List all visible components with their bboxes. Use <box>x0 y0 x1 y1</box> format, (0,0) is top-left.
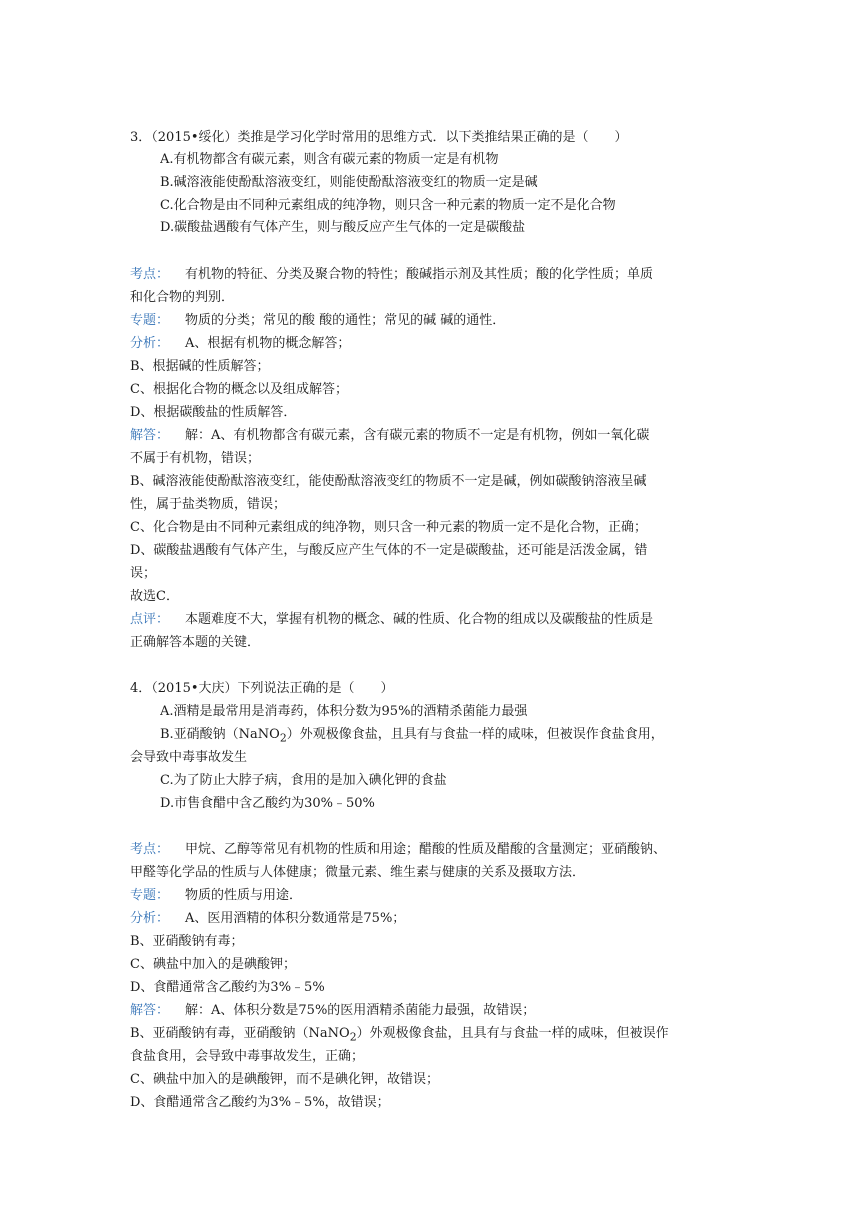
q3-jieda-6: 误； <box>130 566 157 581</box>
kaodian-text: 有机物的特征、分类及聚合物的特性；酸碱指示剂及其性质；酸的化学性质；单质 <box>185 267 654 282</box>
q3-kaodian-cont: 和化合物的判别． <box>130 290 235 305</box>
q3-dianping-cont: 正确解答本题的关键． <box>130 635 261 650</box>
dianping-label: 点评： <box>130 612 170 627</box>
q4-jieda-4: D、食醋通常含乙酸约为3%﹣5%，故错误； <box>130 1095 390 1110</box>
q4-fenxi-b: B、亚硝酸钠有毒； <box>130 934 244 949</box>
subscript: 2 <box>279 731 287 745</box>
q4-jieda <box>130 1000 730 1022</box>
q3-option-a: A.有机物都含有碳元素，则含有碳元素的物质一定是有机物 <box>160 152 499 167</box>
q3-stem: 3．（2015•绥化）类推是学习化学时常用的思维方式．以下类推结果正确的是（ ） <box>130 130 628 145</box>
kaodian-label: 考点： <box>130 842 170 857</box>
zhuanti-label: 专题： <box>130 313 170 328</box>
q3-jieda-5: D、碳酸盐遇酸有气体产生，与酸反应产生气体的不一定是碳酸盐，还可能是活泼金属，错 <box>130 543 648 558</box>
q3-jieda-4: C、化合物是由不同种元素组成的纯净物，则只含一种元素的物质一定不是化合物，正确； <box>130 520 647 535</box>
q4-kaodian-cont: 甲醛等化学品的性质与人体健康；微量元素、维生素与健康的关系及摄取方法． <box>130 865 586 880</box>
q3-jieda <box>130 425 730 447</box>
q3-option-b: B.碱溶液能使酚酞溶液变红，则能使酚酞溶液变红的物质一定是碱 <box>160 175 538 190</box>
q4-kaodian <box>130 839 730 861</box>
q4-jieda-1: B、亚硝酸钠有毒，亚硝酸钠（NaNO$_2$）外观极像食盐，且具有与食盐一样的咸味，但被误作 <box>130 1026 669 1044</box>
q4-option-a: A.酒精是最常用是消毒药，体积分数为95%的酒精杀菌能力最强 <box>160 704 528 719</box>
q3-fenxi <box>130 333 730 355</box>
q4-fenxi <box>130 908 730 930</box>
kaodian-text: 甲烷、乙醇等常见有机物的性质和用途；醋酸的性质及醋酸的含量测定；亚硝酸钠、 <box>185 842 667 857</box>
q4-option-d: D.市售食醋中含乙酸约为30%﹣50% <box>160 796 375 811</box>
jieda-text: 解：A、有机物都含有碳元素，含有碳元素的物质不一定是有机物，例如一氧化碳 <box>185 428 650 443</box>
q3-jieda-3: 性，属于盐类物质，错误； <box>130 497 287 512</box>
zhuanti-text: 物质的性质与用途． <box>185 888 303 903</box>
q3-option-d: D.碳酸盐遇酸有气体产生，则与酸反应产生气体的一定是碳酸盐 <box>160 220 526 235</box>
q4-zhuanti <box>130 885 730 907</box>
q4-jieda-3: C、碘盐中加入的是碘酸钾，而不是碘化钾，故错误； <box>130 1072 439 1087</box>
fenxi-text: A、医用酒精的体积分数通常是75%； <box>185 911 406 926</box>
subscript: 2 <box>349 1030 357 1044</box>
q4-fenxi-c: C、碘盐中加入的是碘酸钾； <box>130 957 296 972</box>
q3-zhuanti <box>130 310 730 332</box>
fenxi-label: 分析： <box>130 911 170 926</box>
q3-fenxi-c: C、根据化合物的概念以及组成解答； <box>130 382 348 397</box>
q3-jieda-7: 故选C． <box>130 589 179 604</box>
jieda-label: 解答： <box>130 1003 170 1018</box>
q4-stem: 4．（2015•大庆）下列说法正确的是（ ） <box>130 681 394 696</box>
dianping-text: 本题难度不大，掌握有机物的概念、碱的性质、化合物的组成以及碳酸盐的性质是 <box>185 612 654 627</box>
q3-jieda-1: 不属于有机物，错误； <box>130 451 261 466</box>
q4-option-b: B.亚硝酸钠（NaNO$_2$）外观极像食盐，且具有与食盐一样的咸味，但被误作食盐食用， <box>160 727 664 745</box>
q3-option-c: C.化合物是由不同种元素组成的纯净物，则只含一种元素的物质一定不是化合物 <box>160 198 616 213</box>
q4-jieda-2: 食盐食用，会导致中毒事故发生，正确； <box>130 1049 365 1064</box>
q3-fenxi-b: B、根据碱的性质解答； <box>130 359 270 374</box>
jieda-text: 解：A、体积分数是75%的医用酒精杀菌能力最强，故错误； <box>185 1003 536 1018</box>
q4-option-c: C.为了防止大脖子病，食用的是加入碘化钾的食盐 <box>160 773 447 788</box>
jieda-label: 解答： <box>130 428 170 443</box>
q4-fenxi-d: D、食醋通常含乙酸约为3%﹣5% <box>130 980 325 995</box>
fenxi-label: 分析： <box>130 336 170 351</box>
q4-option-b-cont: 会导致中毒事故发生 <box>130 750 248 765</box>
q3-jieda-2: B、碱溶液能使酚酞溶液变红，能使酚酞溶液变红的物质不一定是碱，例如碳酸钠溶液呈碱 <box>130 474 647 489</box>
zhuanti-text: 物质的分类；常见的酸 酸的通性；常见的碱 碱的通性． <box>185 313 506 328</box>
fenxi-text: A、根据有机物的概念解答； <box>185 336 351 351</box>
q3-dianping <box>130 609 730 631</box>
q3-kaodian <box>130 264 730 286</box>
zhuanti-label: 专题： <box>130 888 170 903</box>
kaodian-label: 考点： <box>130 267 170 282</box>
q3-fenxi-d: D、根据碳酸盐的性质解答． <box>130 405 297 420</box>
